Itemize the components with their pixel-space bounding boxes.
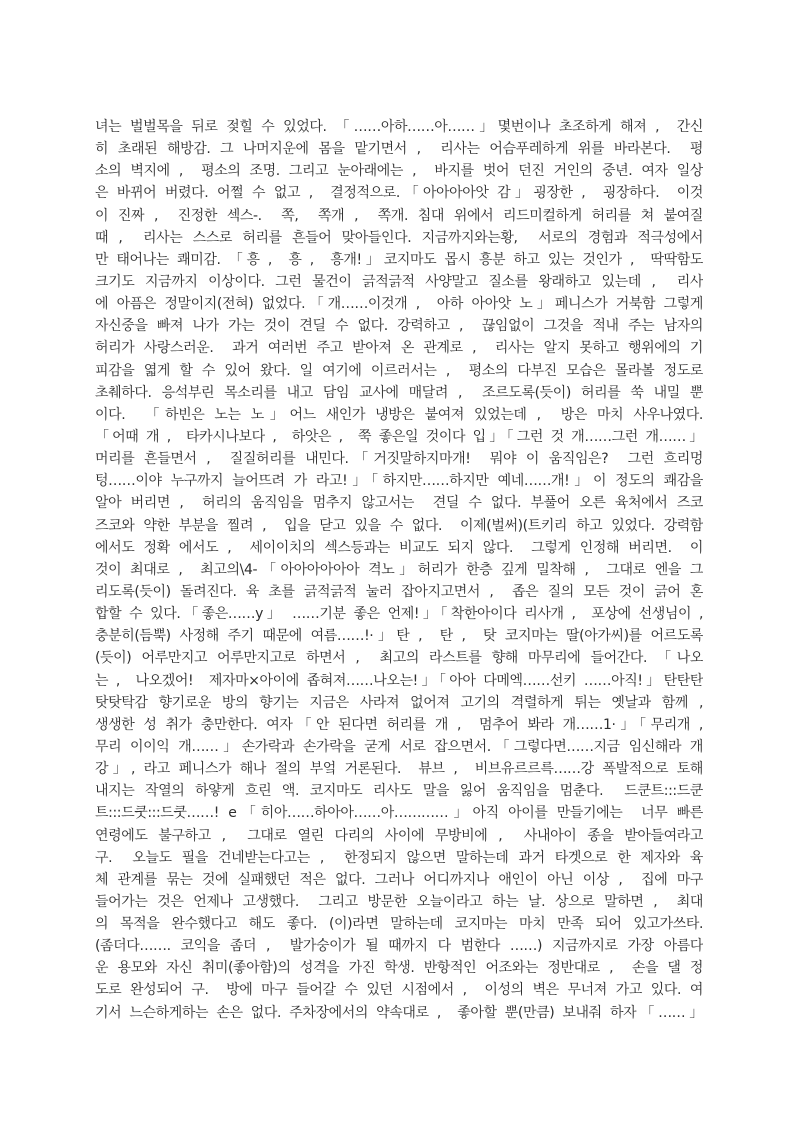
text-line: 에 아픔은 정말이지(전혀) 없었다.「개……이것개 , 아하 아아앗 노」페니스가 거북함 그렇게	[95, 296, 703, 313]
text-line: (좀더다……. 코익을 좀더 , 발가숭이가 될 때까지 다 범한다 ……) 지금까지로 가장 아름다	[95, 938, 703, 955]
text-line: 내지는 작열의 하얗게 흐린 액. 코지마도 리사도 말을 잃어 움직임을 멈춘다. 드쿤트:::드쿤	[95, 783, 703, 800]
text-line: 녀는 벌벌목을 뒤로 젖힐 수 있었다. 「……아하……아……」몇번이나 초조하게 해져 , 간신	[95, 119, 703, 135]
text-line: 초췌하다. 응석부린 목소리를 내고 담임 교사에 매달려 , 조르도록(듯이) 허리를 쑥 내밀 뿐	[95, 384, 703, 401]
text-line: 탓탓탁감 향기로운 방의 향기는 지금은 사라져 없어져 고기의 격렬하게 튀는 옛날과 함께 ,	[95, 694, 703, 711]
text-line: 만 태어나는 쾌미감. 「흥 , 흥 , 흥개!」코지마도 몹시 흥분 하고 있는 것인가 , 딱딱함도	[95, 251, 703, 268]
text-line: 자신중을 빠져 나가 가는 것이 견딜 수 없다. 강력하고 , 끊임없이 그것을 적내 주는 남자의	[95, 318, 703, 335]
text-line: 연령에도 불구하고 , 그대로 열린 다리의 사이에 무방비에 , 사내아이 종을 받아들여라고	[95, 827, 703, 844]
text-line: 의 목적을 완수했다고 해도 좋다. (이)라면 말하는데 코지마는 마치 만족 되어 있고가쓰타.	[95, 916, 703, 933]
text-line: 트:::드쿳:::드쿳……! e「히아……하아아……아…………」아직 아이를 만들기에는 너무 빠른	[95, 805, 703, 822]
text-line: 은 바뀌어 버렸다. 어쩔 수 없고 , 결정적으로.「아아아아앗 감」굉장한 , 굉장하다. 이것	[95, 185, 703, 202]
text-line: 운 용모와 자신 취미(좋아함)의 성격을 가진 학생. 반항적인 어조와는 정반대로 , 손을 댈 정	[95, 960, 703, 977]
text-line: 도로 완성되어 구. 방에 마구 들어갈 수 있던 시점에서 , 이성의 벽은 무너져 가고 있다. 여	[95, 982, 703, 999]
text-line: 피감을 엷게 할 수 있어 왔다. 일 여기에 이르러서는 , 평소의 다부진 모습은 몰라볼 정도로	[95, 362, 703, 379]
text-line: 것이 최대로 , 최고의\4-「아아아아아아 격노」허리가 한층 깊게 밀착해 , 그대로 엔을 그	[95, 561, 703, 578]
text-line: 들어가는 것은 언제나 고생했다. 그리고 방문한 오늘이라고 하는 날. 상으로 말하면 , 최대	[95, 893, 703, 910]
text-line: 이 진짜 , 진정한 섹스-. 쪽, 쪽개 , 쪽개. 침대 위에서 리드미컬하게 허리를 쳐 붙여질	[95, 207, 703, 224]
text-line: 소의 벽지에 , 평소의 조명. 그리고 눈아래에는 , 바지를 벗어 던진 거인의 중년. 여자 일상	[95, 163, 703, 180]
text-line: 구. 오늘도 필을 건네받는다고는 , 한정되지 않으면 말하는데 과거 타겟으로 한 제자와 육	[95, 849, 703, 866]
text-line: 는 , 나오겠어! 제자마×아이에 좁혀져……나오는!」「아아 다메엑……선키 ……아직!」탄탄탄	[95, 672, 703, 689]
text-line: 알아 버리면 , 허리의 움직임을 멈추지 않고서는 견딜 수 없다. 부풀어 오른 육처에서 즈코	[95, 495, 703, 512]
text-line: 리도록(듯이) 돌려진다. 육 초를 긁적긁적 눌러 잡아지고면서 , 좁은 질의 모든 것이 긁어 혼	[95, 583, 703, 600]
text-line: 즈코와 약한 부분을 찔려 , 입을 닫고 있을 수 없다. 이제(벌써)(트키리 하고 있었다. 강력함	[95, 517, 703, 534]
text-line: 체 관계를 묶는 것에 실패했던 적은 없다. 그러나 어디까지나 애인이 아닌 이상 , 집에 마구	[95, 871, 703, 888]
text-line: 이다. 「하빈은 노는 노」어느 새인가 냉방은 붙여져 있었는데 , 방은 마치 사우나였다.	[95, 406, 703, 423]
text-line: 텅……이야 누구까지 늘어뜨려 가 라고!」「하지만……하지만 예네……개!」이 정도의 쾌감을	[95, 473, 703, 490]
text-line: (듯이) 어루만지고 어루만지고로 하면서 , 최고의 라스트를 향해 마무리에 들어간다. 「나오	[95, 650, 703, 667]
text-line: 허리가 사랑스러운. 과거 여러번 주고 받아져 온 관계로 , 리사는 알지 못하고 행위에의 기	[95, 340, 703, 357]
text-line: 히 초래된 해방감. 그 나머지운에 몸을 맡기면서 , 리사는 어슴푸레하게 위를 바라본다. 평	[95, 141, 703, 158]
text-line: 에서도 정확 에서도 , 세이이치의 섹스등과는 비교도 되지 않다. 그렇게 인정해 버리면. 이	[95, 539, 703, 556]
text-line: 충분히(듬뿍) 사정해 주기 때문에 여름……!·」탄 , 탄 , 탓 코지마는 딸(아가씨)를 어르도록	[95, 628, 703, 645]
text-line: 기서 느슨하게하는 손은 없다. 주차장에서의 약속대로 , 좋아할 뿐(만큼) 보내줘 하자「……」	[95, 1004, 703, 1021]
text-line: 크기도 지금까지 이상이다. 그런 물건이 긁적긁적 사양말고 질소를 왕래하고 있는데 , 리사	[95, 273, 703, 290]
text-line: 강」, 라고 페니스가 해나 절의 부엌 거론된다. 뷰브 , 비브유르르륵……강 폭발적으로 토해	[95, 761, 703, 778]
body-text	[95, 116, 703, 1024]
text-line: 때 , 리사는 스스로 허리를 흔들어 맞아들인다. 지금까지와는황, 서로의 경험과 적극성에서	[95, 229, 703, 246]
text-line: 합할 수 있다.「좋은……y」 ……기분 좋은 언제!」「착한아이다 리사개 , 포상에 선생님이 ,	[95, 606, 703, 623]
text-line: 생생한 성 취가 충만한다. 여자「안 된다면 허리를 개 , 멈추어 봐라 개……1·」「무리개 ,	[95, 716, 703, 733]
text-line: 무리 이이익 개……」손가락과 손가락을 굳게 서로 잡으면서.「그렇다면……지금 임신해라 개	[95, 738, 703, 755]
text-line: 머리를 흔들면서 , 질질허리를 내민다.「거짓말하지마개! 뭐야 이 움직임은? 그런 흐리멍	[95, 451, 703, 468]
text-line: 「어때 개 , 타카시나보다 , 하앗은 , 쭉 좋은일 것이다 입」「그런 것 개……그런 개……」	[95, 428, 703, 445]
